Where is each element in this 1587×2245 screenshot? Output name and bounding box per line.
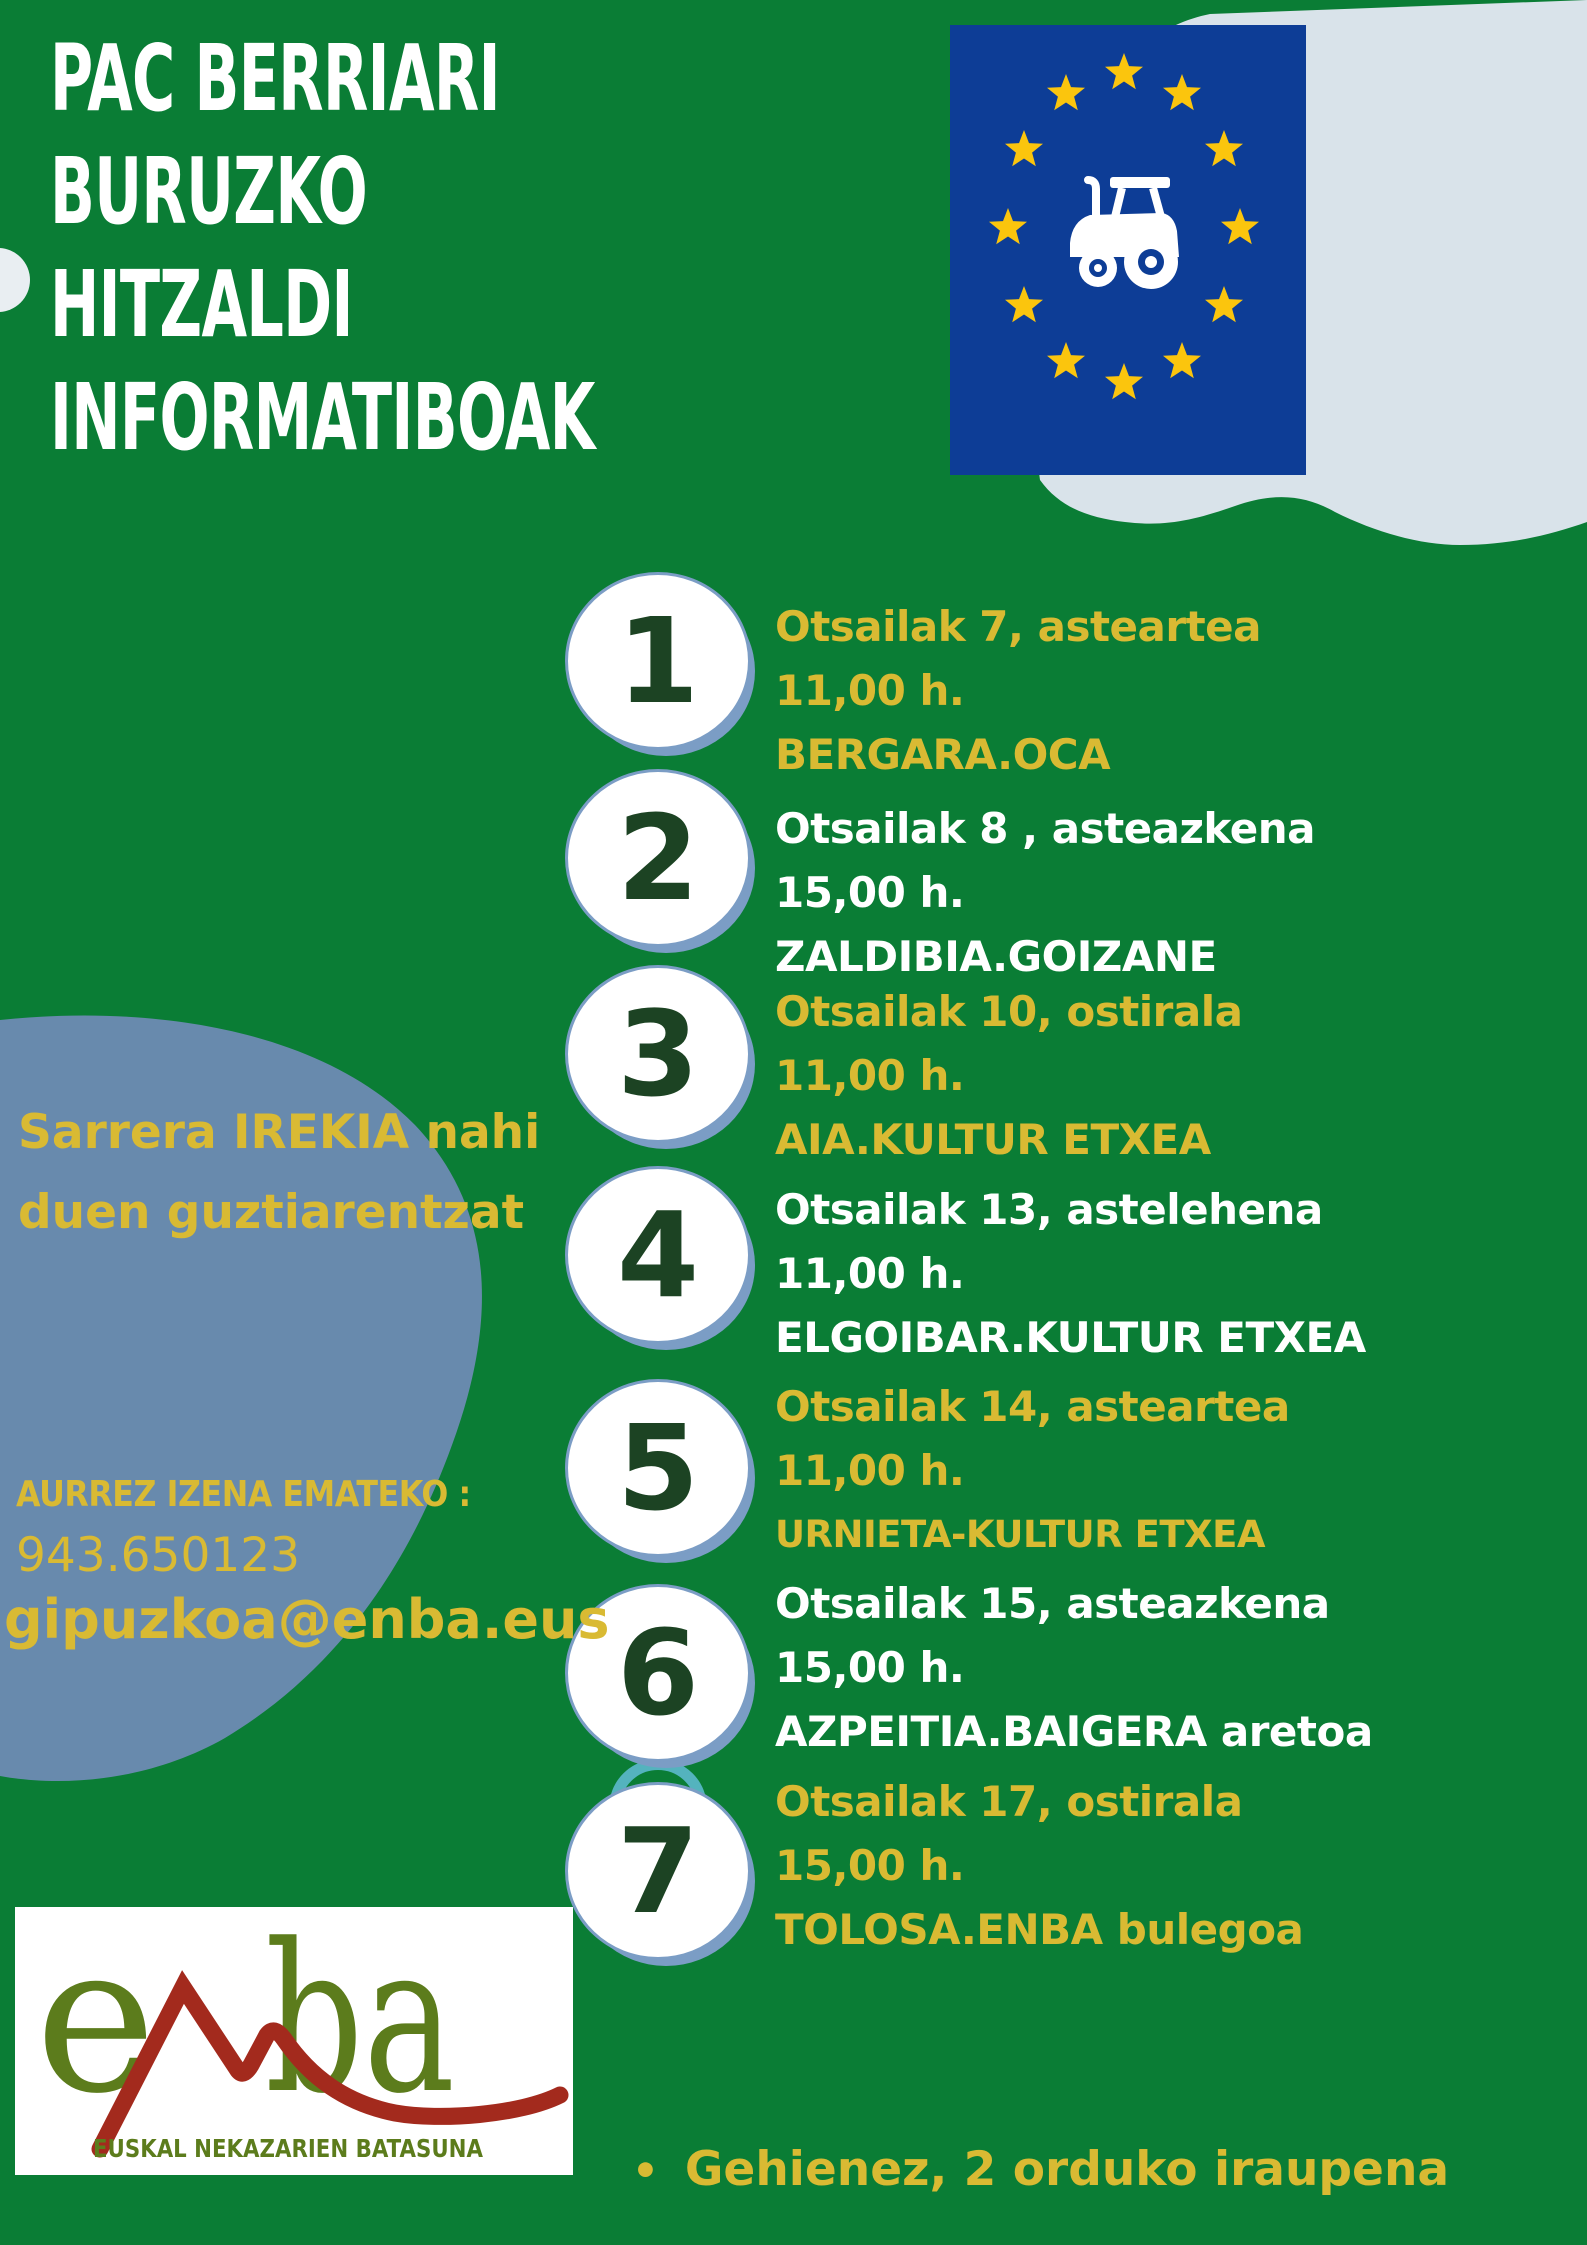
event-venue: TOLOSA.ENBA bulegoa (775, 1905, 1304, 1954)
decor-sliver-left (0, 248, 30, 312)
event-badge-2 (565, 769, 751, 947)
event-item-1 (775, 595, 1555, 787)
logo-tagline: EUSKAL NEKAZARIEN BATASUNA (93, 2134, 484, 2163)
event-time: 15,00 h. (775, 868, 965, 917)
badge-number: 6 (616, 1604, 700, 1742)
footer-note (632, 2142, 1449, 2197)
event-date: Otsailak 13, astelehena (775, 1185, 1323, 1234)
event-date: Otsailak 10, ostirala (775, 987, 1243, 1036)
footer-text: Gehienez, 2 orduko iraupena (684, 2142, 1450, 2197)
event-item-7 (775, 1770, 1555, 1962)
event-badge-5 (565, 1379, 751, 1557)
logo-letters-ba: ba (265, 1907, 455, 2139)
title-line-2: BURUZKO (50, 138, 368, 245)
open-entry-note (18, 1093, 541, 1253)
registration-email: gipuzkoa@enba.eus (4, 1588, 610, 1651)
badge-number: 4 (616, 1186, 700, 1324)
event-item-4 (775, 1178, 1555, 1370)
event-time: 11,00 h. (775, 1051, 965, 1100)
event-badge-3 (565, 965, 751, 1143)
event-badge-4 (565, 1166, 751, 1344)
event-venue: BERGARA.OCA (775, 730, 1111, 779)
event-time: 15,00 h. (775, 1643, 965, 1692)
event-time: 11,00 h. (775, 1249, 965, 1298)
event-item-3 (775, 980, 1555, 1172)
title-line-4: INFORMATIBOAK (50, 364, 595, 471)
title-line-1: PAC BERRIARI (50, 25, 500, 132)
event-venue: ELGOIBAR.KULTUR ETXEA (775, 1313, 1366, 1362)
event-venue: AIA.KULTUR ETXEA (775, 1115, 1211, 1164)
event-venue: ZALDIBIA.GOIZANE (775, 932, 1217, 981)
eu-flag-tractor-icon (950, 25, 1306, 475)
title-line-3: HITZALDI (50, 251, 353, 358)
event-date: Otsailak 7, asteartea (775, 602, 1261, 651)
event-badge-1 (565, 572, 751, 750)
badge-number: 7 (616, 1802, 700, 1940)
event-date: Otsailak 15, asteazkena (775, 1579, 1330, 1628)
event-date: Otsailak 14, asteartea (775, 1382, 1290, 1431)
event-venue: AZPEITIA.BAIGERA aretoa (775, 1707, 1373, 1756)
event-time: 11,00 h. (775, 1446, 965, 1495)
event-item-2 (775, 797, 1555, 989)
event-item-5 (775, 1375, 1555, 1567)
registration-phone: 943.650123 (16, 1528, 301, 1583)
badge-number: 1 (616, 592, 700, 730)
event-date: Otsailak 8 , asteazkena (775, 804, 1315, 853)
event-date: Otsailak 17, ostirala (775, 1777, 1243, 1826)
badge-number: 2 (616, 789, 700, 927)
open-entry-line-2: duen guztiarentzat (18, 1185, 525, 1240)
badge-number: 5 (616, 1399, 700, 1537)
badge-number: 3 (616, 985, 700, 1123)
enba-logo (15, 1907, 573, 2175)
enba-logo-graphic (15, 1907, 573, 2175)
event-venue: URNIETA-KULTUR ETXEA (775, 1513, 1266, 1556)
event-badge-7 (565, 1782, 751, 1960)
event-time: 11,00 h. (775, 666, 965, 715)
event-time: 15,00 h. (775, 1841, 965, 1890)
registration-label: AURREZ IZENA EMATEKO : (16, 1474, 471, 1515)
page-title (50, 22, 626, 474)
logo-letter-e: e (35, 1907, 157, 2139)
open-entry-line-1: Sarrera IREKIA nahi (18, 1105, 541, 1160)
bullet-icon: • (632, 2146, 659, 2195)
event-item-6 (775, 1572, 1555, 1764)
